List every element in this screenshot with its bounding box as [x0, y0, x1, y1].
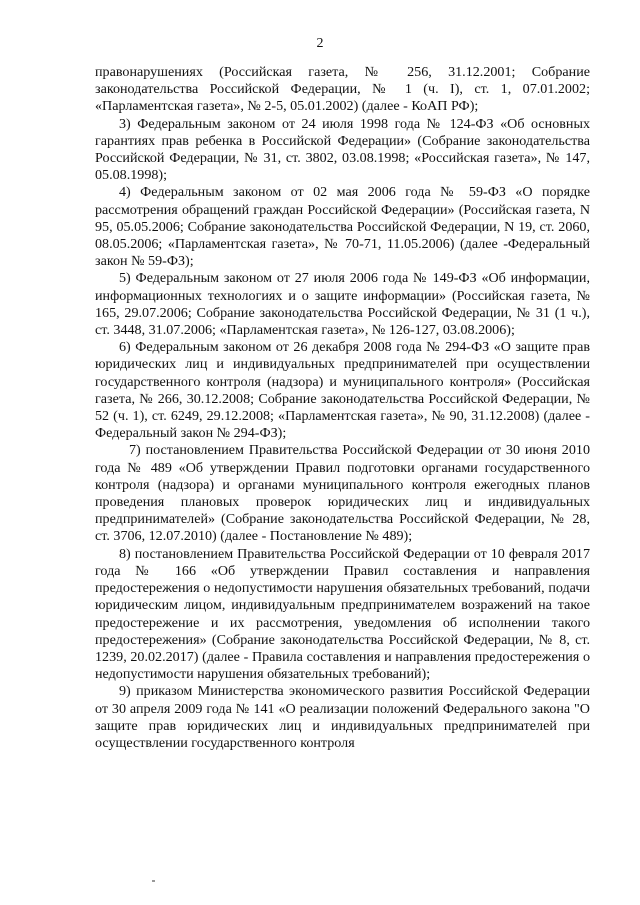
page-number: 2: [316, 36, 324, 51]
scan-artifact: [152, 880, 155, 882]
paragraph-item-9: 9) приказом Министерства экономического развития Российской Федерации от 30 апреля 2009 года № 141 «О реализации положений Федерального закона "О защите прав юридических лиц и индивидуальных предпринимателей при осуществлении государственного контроля: [95, 683, 590, 751]
paragraph-item-6: 6) Федеральным законом от 26 декабря 2008 года № 294-ФЗ «О защите прав юридических лиц и индивидуальных предпринимателей при осуществлении государственного контроля (надзора) и муниципального контроля» (Российская газета, № 266, 30.12.2008; Собрание законодательства Российской Федерации, № 52 (ч. 1), ст. 6249, 29.12.2008; «Парламентская газета», № 90, 31.12.2008) (далее - Федеральный закон № 294-ФЗ);: [95, 339, 590, 442]
paragraph-item-8: 8) постановлением Правительства Российской Федерации от 10 февраля 2017 года № 166 «Об утверждении Правил составления и направления предостережения о недопустимости нарушения обязательных требований, подачи юридическим лицом, индивидуальным предпринимателем возражений на такое предостережение и их рассмотрения, уведомления об исполнении такого предостережения» (Собрание законодательства Российской Федерации, № 8, ст. 1239, 20.02.2017) (далее - Правила составления и направления предостережения о недопустимости нарушения обязательных требований);: [95, 545, 590, 683]
paragraph-item-5: 5) Федеральным законом от 27 июля 2006 года № 149-ФЗ «Об информации, информационных технологиях и о защите информации» (Российская газета, № 165, 29.07.2006; Собрание законодательства Российской Федерации, № 31 (1 ч.), ст. 3448, 31.07.2006; «Парламентская газета», № 126-127, 03.08.2006);: [95, 270, 590, 339]
paragraph-item-7: 7) постановлением Правительства Российской Федерации от 30 июня 2010 года № 489 «Об утверждении Правил подготовки органами государственного контроля (надзора) и органами муниципального контроля ежегодных планов проведения плановых проверок юридических лиц и индивидуальных предпринимателей» (Собрание законодательства Российской Федерации, № 28, ст. 3706, 12.07.2010) (далее - Постановление № 489);: [95, 442, 590, 545]
paragraph-item-4: 4) Федеральным законом от 02 мая 2006 года № 59-ФЗ «О порядке рассмотрения обращений граждан Российской Федерации» (Российская газета, N 95, 05.05.2006; Собрание законодательства Российской Федерации, N 19, ст. 2060, 08.05.2006; «Парламентская газета», № 70-71, 11.05.2006) (далее -Федеральный закон № 59-ФЗ);: [95, 184, 590, 270]
document-body: [95, 64, 590, 752]
paragraph-item-3: 3) Федеральным законом от 24 июля 1998 года № 124-ФЗ «Об основных гарантиях прав ребенка в Российской Федерации» (Собрание законодательства Российской Федерации, № 31, ст. 3802, 03.08.1998; «Российская газета», № 147, 05.08.1998);: [95, 115, 590, 184]
paragraph-continuation: правонарушениях (Российская газета, № 256, 31.12.2001; Собрание законодательства Российской Федерации, № 1 (ч. I), ст. 1, 07.01.2002; «Парламентская газета», № 2-5, 05.01.2002) (далее - КоАП РФ);: [95, 64, 590, 115]
